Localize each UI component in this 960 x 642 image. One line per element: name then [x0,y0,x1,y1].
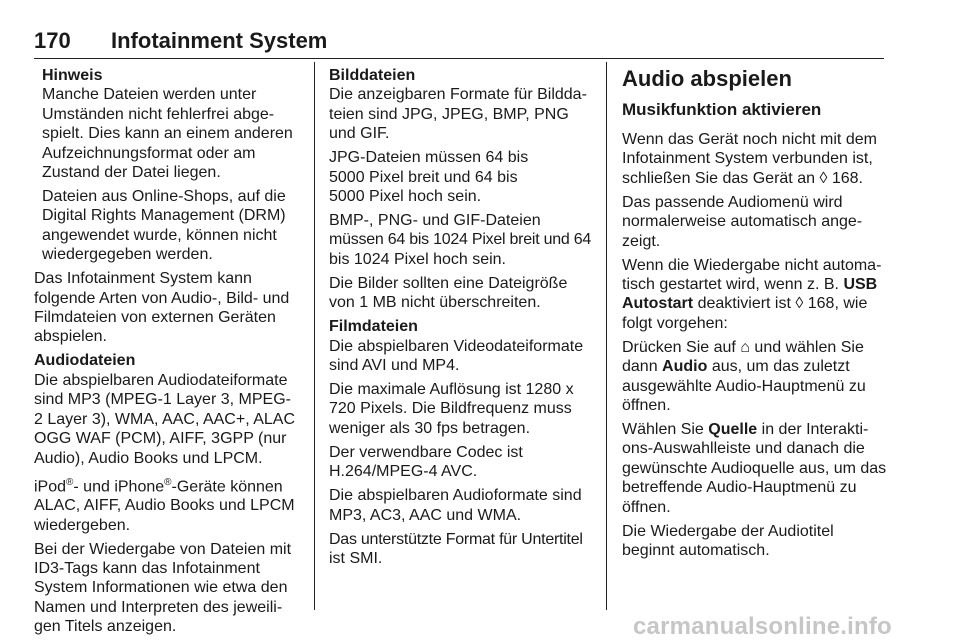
bmp-paragraph: BMP-, PNG- und GIF-Dateien müssen 64 bis 1024 Pixel breit und 64 bis 1024 Pixel hoch sein. [329,212,592,268]
image-size-paragraph: Die Bilder sollten eine Dateigröße von 1 MB nicht überschreiten. [329,274,568,312]
audio-menu-paragraph: Das passende Audiomenü wird normalerweise automatisch angezeigt. [622,193,863,250]
column-divider-left [314,62,315,610]
note-heading: Hinweis [42,67,103,84]
source-label: Quelle [708,421,758,439]
column-divider-right [606,62,607,610]
connect-paragraph: Wenn das Gerät noch nicht mit dem Infotainment System verbunden ist, schließen Sie das Gerät an ◊ 168. [622,131,877,187]
header-rule [34,58,884,59]
ipod-paragraph: iPod®- und iPhone®-Geräte können ALAC, AIFF, Audio Books und LPCM wiedergeben. [34,476,295,534]
column-left [34,66,299,641]
id3-paragraph: Bei der Wiedergabe von Dateien mit ID3-Tags kann das Infotainment System Informationen wie etwa den Namen und Interpreten des jeweiligen Titels anzeigen. [34,540,292,636]
page-reference-icon: ◊ [819,169,828,187]
home-icon: ⌂ [740,338,750,356]
video-formats-text: Die abspielbaren Videodateiformate sind AVI und MP4. [329,337,584,375]
watermark: carmanualsonline.info [633,613,892,640]
section-heading: Audio abspielen [622,66,792,91]
codec-paragraph: Der verwendbare Codec ist H.264/MPEG-4 AVC. [329,443,523,481]
note-text-1: Manche Dateien werden unter Umständen nicht fehlerfrei abgespielt. Dies kann an einem anderen Aufzeichnungsformat oder am Zustand der Datei liegen. [42,86,293,182]
note-text-2: Dateien aus Online-Shops, auf die Digital Rights Management (DRM) angewendet wurde, können nicht wiedergegeben werden. [42,188,286,264]
note-box [34,66,299,265]
intro-paragraph: Das Infotainment System kann folgende Arten von Audio-, Bild- und Filmdateien von externen Geräten abspielen. [34,270,290,346]
subsection-heading: Musikfunktion aktivieren [622,100,822,119]
resolution-paragraph: Die maximale Auflösung ist 1280 x 720 Pixels. Die Bildfrequenz muss weniger als 30 fps betragen. [329,381,574,437]
film-files-heading: Filmdateien [329,318,418,336]
film-audio-paragraph: Die abspielbaren Audioformate sind MP3, AC3, AAC und WMA. [329,487,582,524]
registered-mark: ® [66,476,74,488]
image-formats-text: Die anzeigbaren Formate für Bilddateien sind JPG, JPEG, BMP, PNG und GIF. [329,86,587,143]
playback-paragraph: Die Wiedergabe der Audiotitel beginnt automatisch. [622,522,834,560]
autostart-paragraph: Wenn die Wiedergabe nicht automatisch gestartet wird, wenn z. B. USB Autostart deaktiviert ist ◊ 168, wie folgt vorgehen: [622,256,882,332]
page-reference-icon: ◊ [795,295,804,313]
column-right [622,66,890,565]
image-files-heading: Bilddateien [329,67,416,84]
chapter-title: Infotainment System [111,28,328,53]
source-paragraph: Wählen Sie Quelle in der Interaktions-Auswahlleiste und danach die gewünschte Audioquelle aus, um das betreffende Audio-Hauptmenü zu öffnen. [622,421,887,516]
home-paragraph: Drücken Sie auf ⌂ und wählen Sie dann Audio aus, um das zuletzt ausgewählte Audio-Hauptmenü zu öffnen. [622,338,866,415]
column-middle [329,66,593,573]
subtitle-paragraph: Das unterstützte Format für Untertitel ist SMI. [329,530,583,568]
audio-files-heading: Audiodateien [34,352,136,370]
registered-mark: ® [164,476,172,488]
usb-autostart-label: USB Autostart [622,276,878,313]
audio-label: Audio [662,358,708,376]
jpg-paragraph: JPG-Dateien müssen 64 bis 5000 Pixel breit und 64 bis 5000 Pixel hoch sein. [329,149,529,206]
page-number: 170 [34,28,71,53]
audio-formats-text: Die abspielbaren Audiodateiformate sind MP3 (MPEG-1 Layer 3, MPEG-2 Layer 3), WMA, AAC, AAC+, ALAC OGG WAF (PCM), AIFF, 3GPP (nur Audio), Audio Books und LPCM. [34,371,295,467]
